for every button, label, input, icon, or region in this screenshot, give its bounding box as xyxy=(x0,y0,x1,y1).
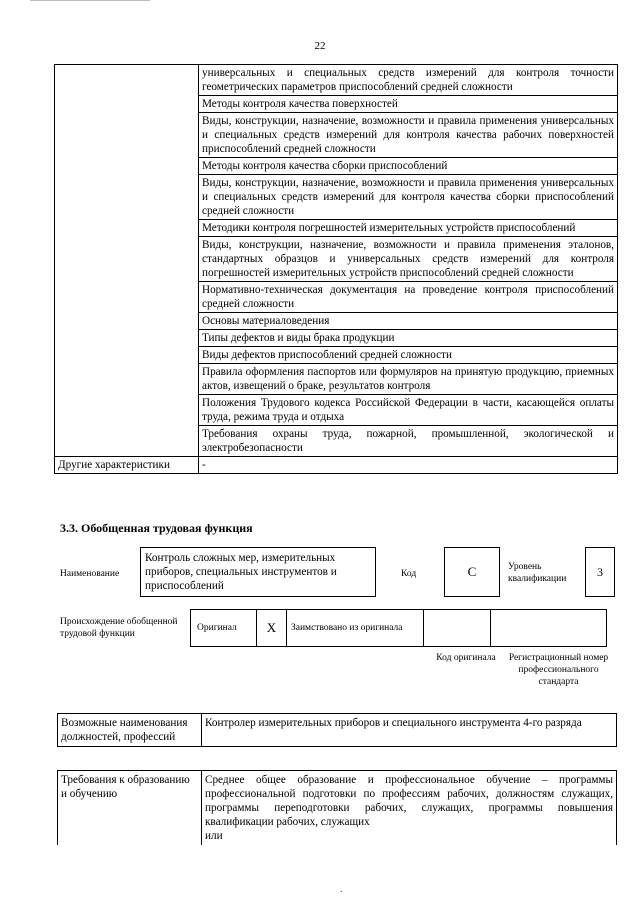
knowledge-item: Виды, конструкции, назначение, возможности и правила применения эталонов, стандартных образцов и универсальных средств измерений для контроля погрешностей измерительных устройств приспособлений средней сложности xyxy=(199,237,618,282)
name-label: Наименование xyxy=(60,569,120,579)
knowledge-item: Основы материаловедения xyxy=(199,313,618,330)
original-mark: X xyxy=(257,610,287,647)
education-value-line1: Среднее общее образование и профессиональное обучение – программы профессиональной подготовки по профессиям рабочих, должностям служащих, программы переподготовки рабочих, служащих, программы повышения квалификации рабочих, служащих xyxy=(205,774,613,828)
knowledge-table xyxy=(54,64,618,474)
knowledge-item: Требования охраны труда, пожарной, промышленной, экологической и электробезопасности xyxy=(199,426,618,457)
positions-value: Контролер измерительных приборов и специального инструмента 4-го разряда xyxy=(202,714,617,747)
reg-number-label: Регистрационный номер профессионального стандарта xyxy=(508,653,609,687)
knowledge-item: Виды, конструкции, назначение, возможности и правила применения универсальных и специальных средств измерений для контроля качества рабочих поверхностей приспособлений средней сложности xyxy=(199,113,618,158)
knowledge-item: Методы контроля качества поверхностей xyxy=(199,96,618,113)
knowledge-item: Виды дефектов приспособлений средней сложности xyxy=(199,347,618,364)
other-characteristics-label: Другие характеристики xyxy=(55,457,199,474)
code-label: Код xyxy=(401,569,417,579)
original-label: Оригинал xyxy=(191,610,257,647)
borrowed-label: Заимствовано из оригинала xyxy=(287,610,424,647)
positions-table xyxy=(57,713,617,747)
knowledge-item: Методы контроля качества сборки приспособлений xyxy=(199,158,618,175)
origin-label: Происхождение обобщенной трудовой функции xyxy=(60,617,178,639)
knowledge-row xyxy=(55,65,618,96)
education-value-line2: или xyxy=(205,830,223,842)
knowledge-label-cell xyxy=(55,65,199,457)
code-original-label: Код оригинала xyxy=(436,653,496,663)
origin-table xyxy=(190,609,607,647)
code-original-cell xyxy=(424,610,491,647)
other-characteristics-row xyxy=(55,457,618,474)
knowledge-item: Методики контроля погрешностей измерительных устройств приспособлений xyxy=(199,220,618,237)
knowledge-item: Виды, конструкции, назначение, возможности и правила применения универсальных и специальных средств измерений для контроля качества сборки приспособлений средней сложности xyxy=(199,175,618,220)
code-value-box: C xyxy=(444,547,500,597)
education-table xyxy=(57,770,617,845)
knowledge-item: Правила оформления паспортов или формуляров на принятую продукцию, приемных актов, извещений о браке, результатов контроля xyxy=(199,364,618,395)
qualification-level-label: Уровень квалификации xyxy=(508,562,567,584)
section-title: 3.3. Обобщенная трудовая функция xyxy=(60,521,253,535)
knowledge-item: универсальных и специальных средств измерений для контроля точности геометрических параметров приспособлений средней сложности xyxy=(199,65,618,96)
knowledge-item: Типы дефектов и виды брака продукции xyxy=(199,330,618,347)
function-name-box: Контроль сложных мер, измерительных приборов, специальных инструментов и приспособлений xyxy=(140,547,376,597)
other-characteristics-value: - xyxy=(199,457,618,474)
top-rule xyxy=(30,0,150,1)
knowledge-item: Нормативно-техническая документация на проведение контроля приспособлений средней сложности xyxy=(199,282,618,313)
reg-number-cell xyxy=(491,610,607,647)
knowledge-item: Положения Трудового кодекса Российской Федерации в части, касающейся оплаты труда, режима труда и отдыха xyxy=(199,395,618,426)
positions-label: Возможные наименования должностей, профессий xyxy=(58,714,202,747)
page-number: 22 xyxy=(314,40,326,52)
education-label: Требования к образованию и обучению xyxy=(58,771,202,846)
qualification-level-box: 3 xyxy=(585,547,615,597)
bottom-mark: . xyxy=(340,884,343,895)
education-value xyxy=(202,771,617,846)
